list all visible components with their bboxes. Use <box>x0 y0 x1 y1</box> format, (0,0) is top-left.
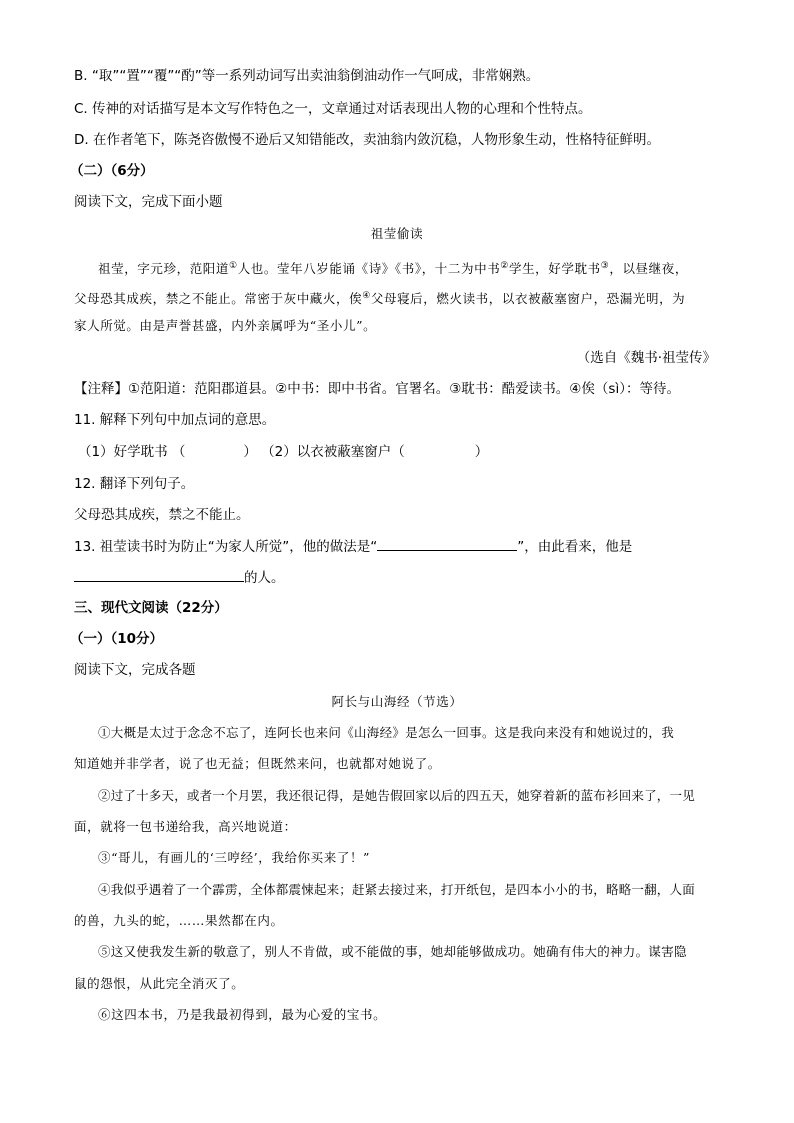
option-c: C. 传神的对话描写是本文写作特色之一，文章通过对话表现出人物的心理和个性特点。 <box>74 101 592 117</box>
question-12: 12. 翻译下列句子。 <box>74 476 195 492</box>
modern-p5a: ⑤这又使我发生新的敬意了，别人不肯做，或不能做的事，她却能够做成功。她确有伟大的神力。谋害隐 <box>98 944 687 959</box>
footnote-marker: ② <box>500 261 509 271</box>
passage-source: （选自《魏书·祖莹传》 <box>576 350 716 366</box>
modern-p2b: 面，就将一包书递给我，高兴地说道： <box>74 819 297 834</box>
modern-p1b: 知道她并非学者，说了也无益；但既然来问，也就都对她说了。 <box>74 756 441 771</box>
modern-p5b: 鼠的怨恨，从此完全消灭了。 <box>74 976 245 991</box>
passage-title: 祖莹偷读 <box>370 226 424 241</box>
section3-heading: 三、现代文阅读（22分） <box>74 600 228 616</box>
section2-instruction: 阅读下文，完成下面小题 <box>74 194 223 210</box>
answer-blank-1[interactable] <box>377 536 517 551</box>
passage-line-3: 家人所觉。由是声誉甚盛，内外亲属呼为“圣小儿”。 <box>74 318 377 333</box>
modern-p6: ⑥这四本书，乃是我最初得到，最为心爱的宝书。 <box>98 1007 387 1022</box>
answer-blank-2[interactable] <box>74 567 244 582</box>
section2-heading: （二）（6分） <box>70 163 154 179</box>
modern-p4b: 的兽，九头的蛇，……果然都在内。 <box>74 913 284 928</box>
passage-line-2: 父母恐其成疾，禁之不能止。常密于灰中藏火，俟④父母寝后，燃火读书，以衣被蔽塞窗户，恐漏光明，为 <box>74 291 686 307</box>
modern-p4a: ④我似乎遇着了一个霹雳，全体都震悚起来；赶紧去接过来，打开纸包，是四本小小的书，略略一翻，人面 <box>98 882 695 897</box>
footnote-marker: ④ <box>362 291 371 301</box>
modern-p3: ③“哥儿，有画儿的‘三哼经’，我给你买来了！” <box>98 850 371 865</box>
question-11: 11. 解释下列句中加点词的意思。 <box>74 412 276 428</box>
option-b: B. “取”“置”“覆”“酌”等一系列动词写出卖油翁倒油动作一气呵成，非常娴熟。 <box>74 68 540 84</box>
question-11-items: （1）好学耽书 （ ） （2）以衣被蔽塞窗户（ ） <box>78 444 489 460</box>
footnote-marker: ① <box>229 261 238 271</box>
modern-passage-title: 阿长与山海经（节选） <box>331 694 463 709</box>
section3-sub: （一）（10分） <box>70 631 164 647</box>
question-13: 13. 祖莹读书时为防止“为家人所觉”，他的做法是“ ”，由此看来，他是 <box>74 536 632 557</box>
modern-p1a: ①大概是太过于念念不忘了，连阿长也来问《山海经》是怎么一回事。这是我向来没有和她说过的，我 <box>98 725 675 740</box>
option-d: D. 在作者笔下，陈尧咨傲慢不逊后又知错能改，卖油翁内敛沉稳，人物形象生动，性格特征鲜明。 <box>74 132 660 148</box>
passage-line-1: 祖莹，字元珍，范阳道①人也。莹年八岁能诵《诗》《书》，十二为中书②学生，好学耽书③，以昼继夜， <box>98 261 688 277</box>
annotation-note: 【注释】①范阳道：范阳郡道县。②中书：即中书省。官署名。③耽书：酷爱读书。④俟（sì）：等待。 <box>74 381 680 397</box>
modern-p2a: ②过了十多天，或者一个月罢，我还很记得，是她告假回家以后的四五天，她穿着新的蓝布衫回来了，一见 <box>98 788 695 803</box>
question-12-sentence: 父母恐其成疾，禁之不能止。 <box>74 507 250 523</box>
section3-instruction: 阅读下文，完成各题 <box>74 662 196 678</box>
footnote-marker: ③ <box>600 261 610 271</box>
question-13-cont: 的人。 <box>74 567 285 588</box>
